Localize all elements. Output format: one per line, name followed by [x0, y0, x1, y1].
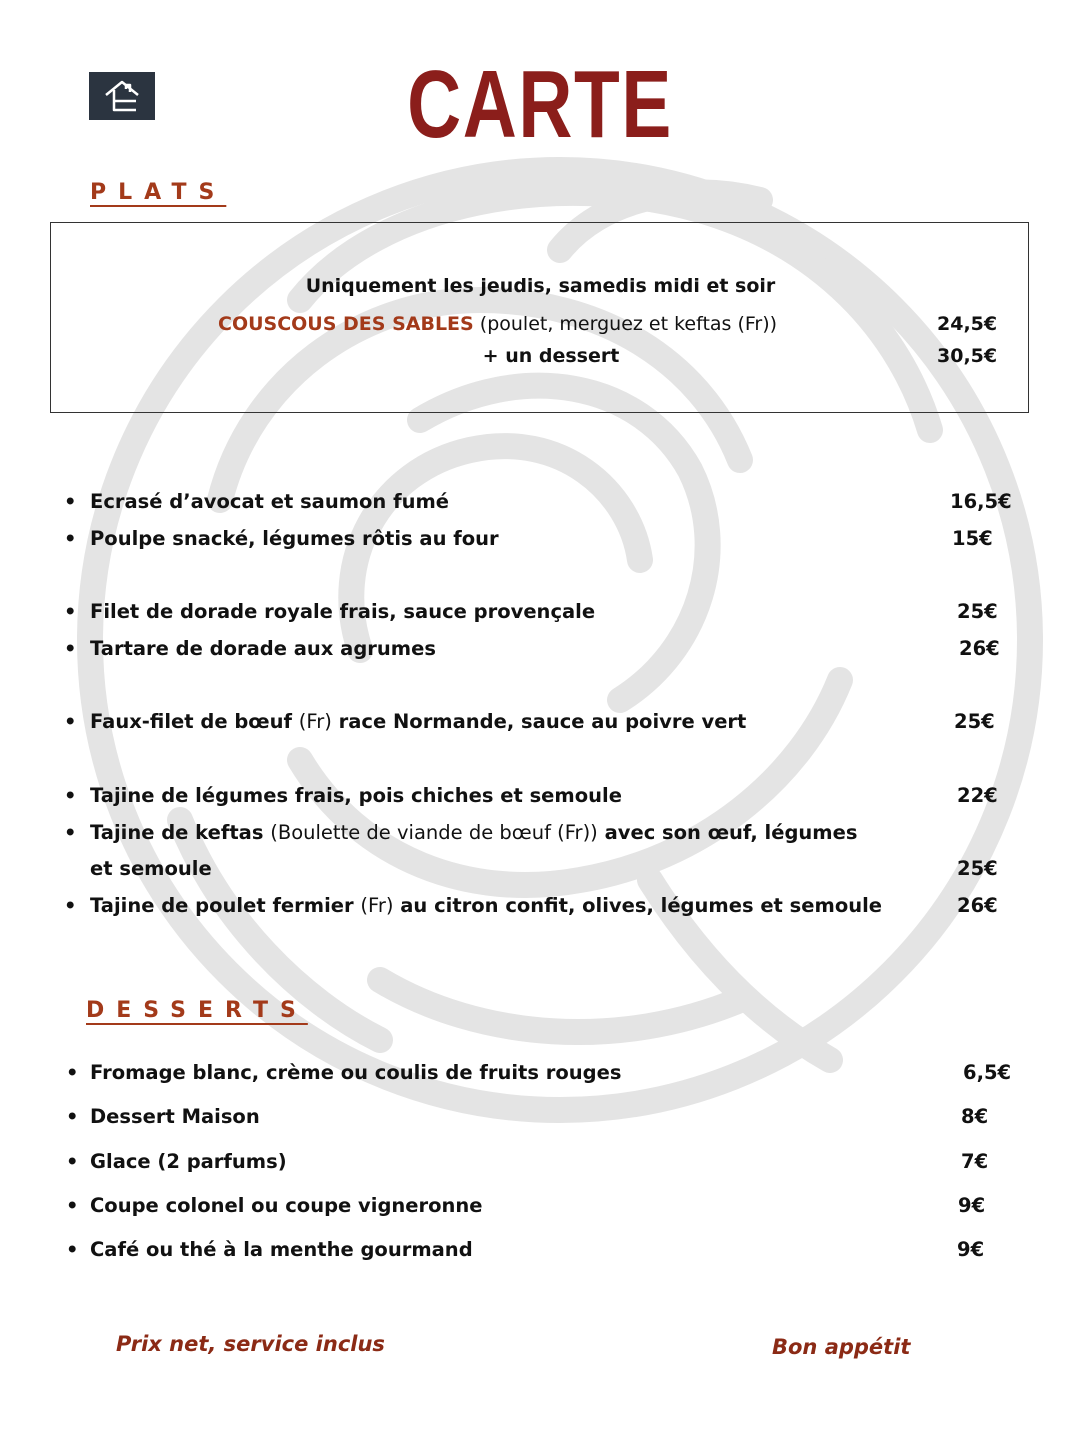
item-label: Tajine de poulet fermier: [90, 894, 354, 917]
item-price: 22€: [957, 784, 998, 807]
item-price: 25€: [957, 600, 998, 623]
section-heading-plats: PLATS: [90, 180, 227, 205]
item-price: 26€: [957, 894, 998, 917]
item-price: 16,5€: [950, 490, 1012, 513]
list-item: • Fromage blanc, crème ou coulis de fruits rouges: [66, 1061, 622, 1084]
special-dessert-price: 30,5€: [937, 345, 998, 367]
item-label-rest: race Normande, sauce au poivre vert: [338, 710, 747, 733]
item-label: Dessert Maison: [90, 1105, 260, 1128]
special-price: 24,5€: [937, 313, 998, 335]
item-price: 9€: [958, 1194, 986, 1217]
list-item: • Coupe colonel ou coupe vigneronne: [66, 1194, 483, 1217]
item-price: 25€: [957, 857, 998, 880]
item-price: 9€: [957, 1238, 985, 1261]
item-price: 6,5€: [963, 1061, 1012, 1084]
item-label: Poulpe snacké, légumes rôtis au four: [90, 527, 499, 550]
list-item: • Ecrasé d’avocat et saumon fumé: [64, 490, 450, 513]
item-price: 15€: [952, 527, 993, 550]
list-item: • Tajine de poulet fermier (Fr) au citron confit, olives, légumes et semoule: [64, 894, 883, 917]
item-label: Coupe colonel ou coupe vigneronne: [90, 1194, 483, 1217]
item-label-rest: au citron confit, olives, légumes et semoule: [400, 894, 883, 917]
special-box: [50, 222, 1029, 413]
item-label: Glace (2 parfums): [90, 1150, 287, 1173]
section-heading-desserts: DESSERTS: [86, 998, 308, 1023]
item-label-continued: et semoule: [90, 857, 212, 880]
item-label: Tajine de légumes frais, pois chiches et semoule: [90, 784, 622, 807]
item-label: Ecrasé d’avocat et saumon fumé: [90, 490, 450, 513]
item-origin: (Fr): [298, 710, 332, 733]
special-name: COUSCOUS DES SABLES: [218, 313, 474, 335]
footer-greeting: Bon appétit: [772, 1335, 911, 1359]
list-item: • Faux-filet de bœuf (Fr) race Normande, sauce au poivre vert: [64, 710, 747, 733]
special-dish: [218, 313, 777, 335]
list-item: • Poulpe snacké, légumes rôtis au four: [64, 527, 499, 550]
item-origin: (Fr): [360, 894, 394, 917]
item-price: 25€: [954, 710, 995, 733]
item-label: Filet de dorade royale frais, sauce provençale: [90, 600, 596, 623]
list-item: • Tajine de légumes frais, pois chiches et semoule: [64, 784, 622, 807]
list-item: • Filet de dorade royale frais, sauce provençale: [64, 600, 596, 623]
list-item: • Café ou thé à la menthe gourmand: [66, 1238, 473, 1261]
item-label: Fromage blanc, crème ou coulis de fruits rouges: [90, 1061, 622, 1084]
footer-price-note: Prix net, service inclus: [116, 1332, 385, 1356]
item-price: 26€: [959, 637, 1000, 660]
item-label: Café ou thé à la menthe gourmand: [90, 1238, 473, 1261]
item-price: 7€: [961, 1150, 989, 1173]
special-availability: Uniquement les jeudis, samedis midi et soir: [305, 275, 776, 297]
item-label: Faux-filet de bœuf: [90, 710, 292, 733]
list-item: • Tartare de dorade aux agrumes: [64, 637, 436, 660]
list-item: • Tajine de keftas (Boulette de viande de bœuf (Fr)) avec son œuf, légumes: [64, 821, 858, 844]
item-label-rest: avec son œuf, légumes: [604, 821, 858, 844]
item-price: 8€: [961, 1105, 989, 1128]
page-title: CARTE: [407, 51, 673, 158]
list-item: • Dessert Maison: [66, 1105, 260, 1128]
item-label: Tajine de keftas: [90, 821, 264, 844]
item-detail: (Boulette de viande de bœuf (Fr)): [270, 821, 598, 844]
special-dessert-label: + un dessert: [482, 345, 620, 367]
item-label: Tartare de dorade aux agrumes: [90, 637, 436, 660]
special-detail: (poulet, merguez et keftas (Fr)): [479, 313, 778, 335]
list-item: • Glace (2 parfums): [66, 1150, 287, 1173]
